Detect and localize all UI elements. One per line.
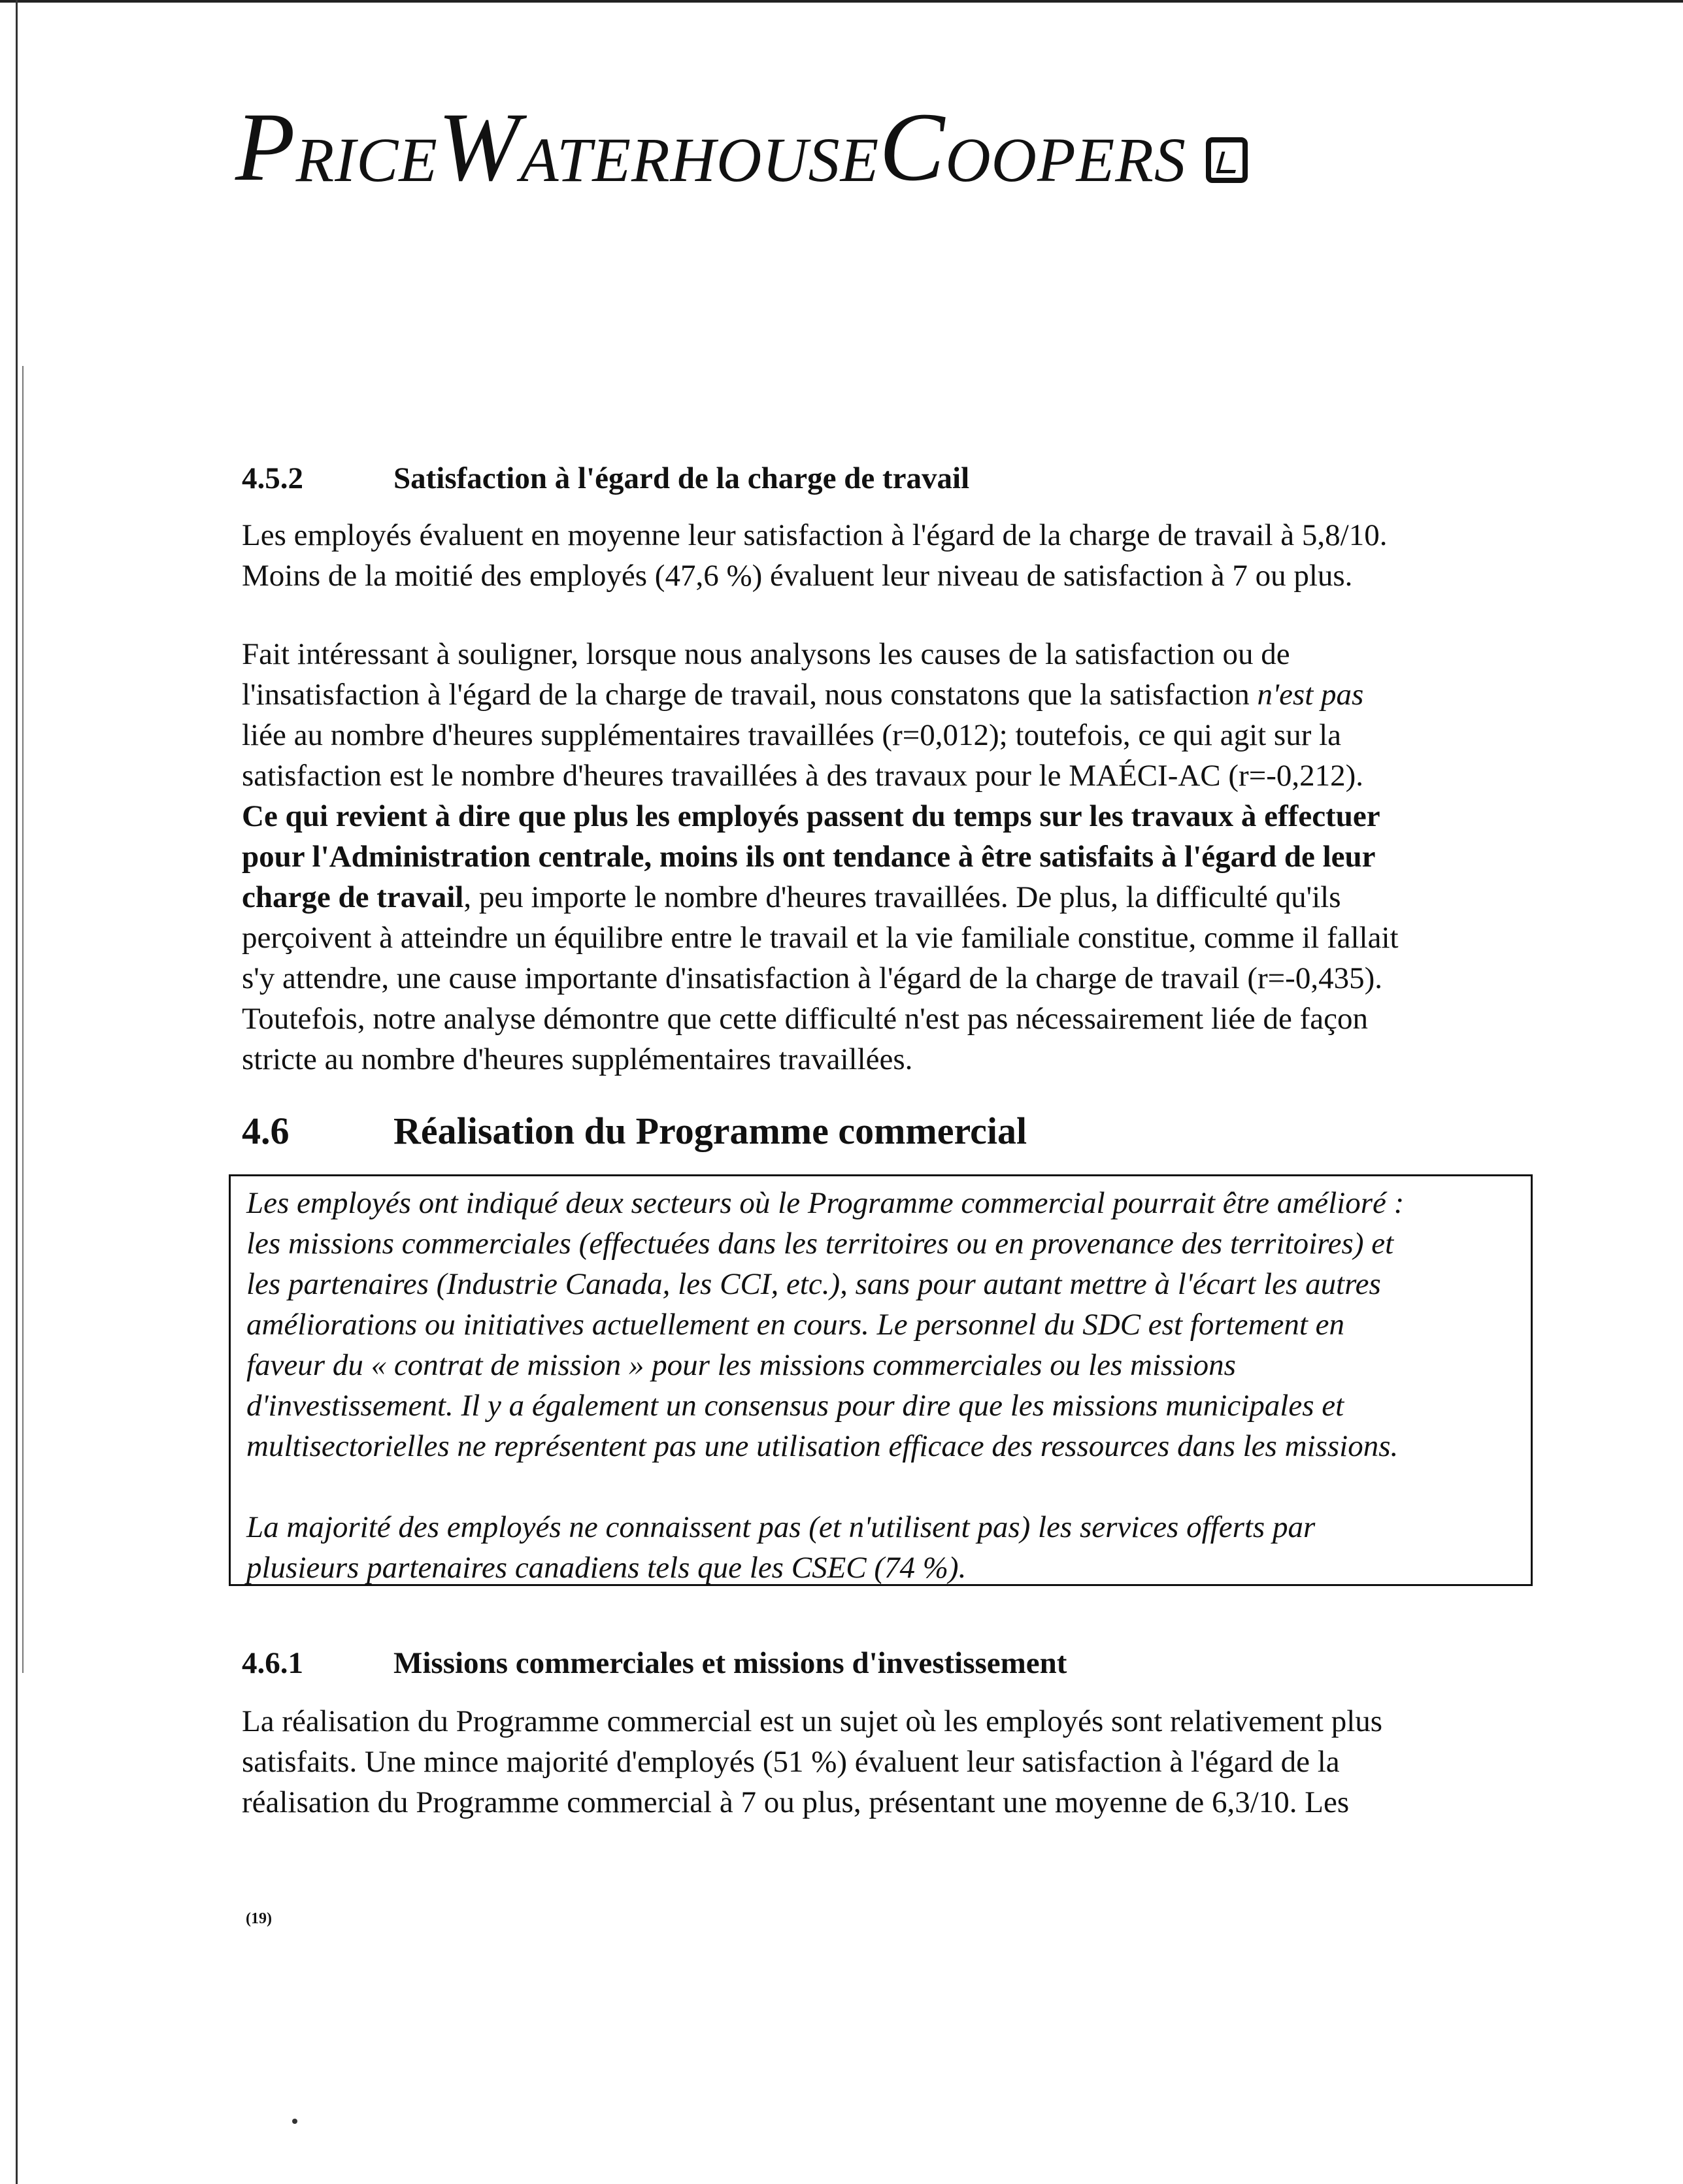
summary-line: d'investissement. Il y a également un consensus pour dire que les missions municipales et [246,1389,1344,1423]
text-line: perçoivent à atteindre un équilibre entre le travail et la vie familiale constitue, comme il fallait [242,921,1399,955]
text-line: satisfaction est le nombre d'heures travaillées à des travaux pour le MAÉCI-AC (r=-0,212). [242,759,1364,793]
paragraph-program-satisfaction [242,1701,1529,1823]
text-line: réalisation du Programme commercial à 7 ou plus, présentant une moyenne de 6,3/10. Les [242,1785,1350,1819]
section-title: Réalisation du Programme commercial [393,1110,1027,1152]
text-line: La réalisation du Programme commercial est un sujet où les employés sont relativement plus [242,1704,1383,1738]
bold-text-line: Ce qui revient à dire que plus les employés passent du temps sur les travaux à effectuer [242,799,1380,833]
scan-border-left-inner [22,366,24,1673]
section-number: 4.5.2 [242,461,303,495]
section-heading-4-6 [242,1109,1027,1153]
scan-speck [292,2119,297,2124]
text-line: stricte au nombre d'heures supplémentaires travaillées. [242,1042,913,1076]
text-line: liée au nombre d'heures supplémentaires travaillées (r=0,012); toutefois, ce qui agit sur la [242,718,1342,752]
summary-box [229,1174,1533,1586]
scan-border-top [0,0,1683,3]
logo-seal-icon [1206,137,1248,183]
section-title: Missions commerciales et missions d'investissement [393,1646,1067,1680]
bold-text-line: pour l'Administration centrale, moins ils ont tendance à être satisfaits à l'égard de leur [242,840,1376,874]
text-line: Fait intéressant à souligner, lorsque nous analysons les causes de la satisfaction ou de [242,637,1290,671]
text-line: Moins de la moitié des employés (47,6 %) évaluent leur niveau de satisfaction à 7 ou plus. [242,559,1353,593]
text-line: l'insatisfaction à l'égard de la charge de travail, nous constatons que la satisfaction [242,678,1258,712]
section-heading-4-6-1 [242,1646,1067,1681]
summary-line: les missions commerciales (effectuées dans les territoires ou en provenance des territoires) et [246,1227,1394,1261]
text-line: Les employés évaluent en moyenne leur satisfaction à l'égard de la charge de travail à 5,8/10. [242,518,1388,552]
page-number: (19) [246,1910,272,1927]
summary-line: multisectorielles ne représentent pas une utilisation efficace des ressources dans les missions. [246,1429,1399,1463]
text-line: Toutefois, notre analyse démontre que cette difficulté n'est pas nécessairement liée de façon [242,1002,1369,1036]
bold-text: charge de travail [242,880,464,914]
summary-line: La majorité des employés ne connaissent pas (et n'utilisent pas) les services offerts par [246,1510,1316,1544]
scan-border-left [16,0,18,2184]
paragraph-workload-average [242,515,1529,596]
company-logo: P RICE W ATERHOUSE C OOPERS [235,98,1248,196]
summary-line: Les employés ont indiqué deux secteurs où le Programme commercial pourrait être amélioré : [246,1186,1405,1220]
section-number: 4.6 [242,1110,290,1152]
text-line: s'y attendre, une cause importante d'insatisfaction à l'égard de la charge de travail (r=-0,435). [242,961,1382,995]
summary-line: les partenaires (Industrie Canada, les CCI, etc.), sans pour autant mettre à l'écart les autres [246,1267,1381,1301]
section-heading-4-5-2 [242,461,969,496]
summary-line: faveur du « contrat de mission » pour les missions commerciales ou les missions [246,1348,1236,1382]
summary-line: améliorations ou initiatives actuellement en cours. Le personnel du SDC est fortement en [246,1308,1344,1342]
section-number: 4.6.1 [242,1646,303,1680]
summary-line: plusieurs partenaires canadiens tels que les CSEC (74 %). [246,1551,967,1585]
emphasis-text: n'est pas [1257,678,1364,712]
text-line: satisfaits. Une mince majorité d'employés (51 %) évaluent leur satisfaction à l'égard de la [242,1745,1340,1779]
paragraph-workload-analysis [242,634,1529,1080]
section-title: Satisfaction à l'égard de la charge de travail [393,461,970,495]
text-line: , peu importe le nombre d'heures travaillées. De plus, la difficulté qu'ils [463,880,1341,914]
